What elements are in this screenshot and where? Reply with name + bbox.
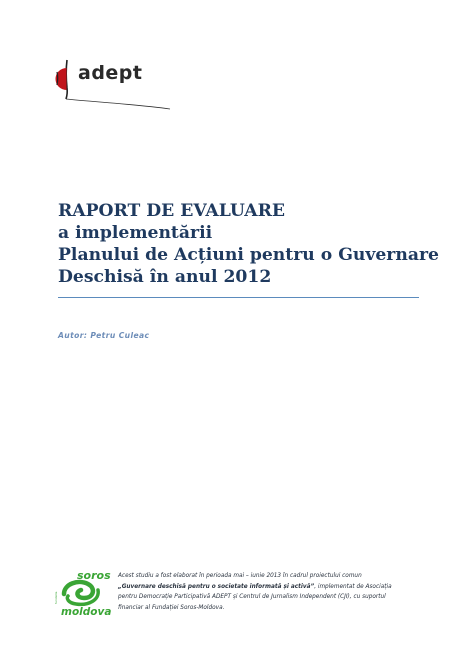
title-line-1: RAPORT DE EVALUARE bbox=[58, 201, 286, 221]
funding-note-line-1: Acest studiu a fost elaborat în perioada mai – iunie 2013 în cadrul proiectului comun bbox=[118, 573, 362, 579]
funding-note bbox=[118, 571, 422, 613]
funding-note-line-3: pentru Democrație Participativă ADEPT și Centrul de Jurnalism Independent (CJI), cu suportul bbox=[118, 594, 386, 601]
funding-note-line-2 bbox=[118, 582, 422, 593]
funding-note-line-4: financiar al Fundației Soros-Moldova. bbox=[118, 604, 225, 611]
soros-vertical-text: fundatia bbox=[54, 591, 58, 604]
moldova-wordmark: moldova bbox=[61, 606, 112, 618]
adept-logo bbox=[54, 58, 174, 112]
report-title bbox=[58, 200, 439, 288]
title-divider bbox=[58, 297, 419, 298]
funding-note-line-2-rest: , implementat de Asociația bbox=[314, 583, 392, 590]
title-line-4: Deschisă în anul 2012 bbox=[58, 267, 272, 287]
author-line: Autor: Petru Culeac bbox=[58, 331, 150, 340]
adept-wordmark: adept bbox=[78, 62, 143, 84]
soros-wordmark: soros bbox=[77, 569, 111, 582]
title-line-2: a implementării bbox=[58, 223, 213, 243]
soros-moldova-logo bbox=[54, 568, 112, 622]
title-line-3: Planului de Acțiuni pentru o Guvernare bbox=[58, 245, 439, 265]
project-name: „Guvernare deschisă pentru o societate informată și activă” bbox=[118, 583, 315, 590]
